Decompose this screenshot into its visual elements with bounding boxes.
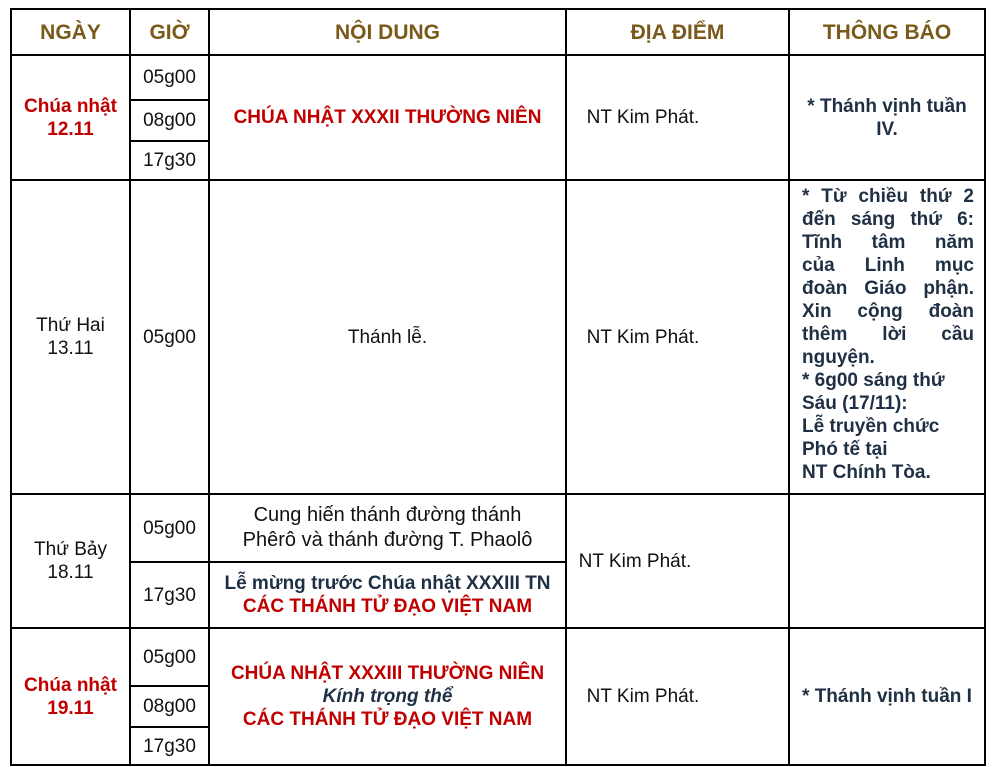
day-date: 18.11 [47,562,94,583]
content-cell [210,563,565,627]
notice-cell [802,185,974,490]
day-name: Thứ Bảy [34,539,107,560]
header-day: NGÀY [40,20,101,44]
notice-line: nguyện. [802,347,875,368]
table-row-day [12,56,129,179]
time-slot: 05g00 [143,646,196,668]
header-place: ĐỊA ĐIỂM [630,20,725,44]
header-content: NỘI DUNG [335,20,440,44]
content-line: Kính trọng thể [322,686,453,707]
day-name: Chúa nhật [24,674,117,696]
day-date: 13.11 [47,338,94,359]
content-line: CÁC THÁNH TỬ ĐẠO VIỆT NAM [242,709,533,730]
notice-line: * Từ chiều thứ 2 [802,186,974,207]
notice-line: Xin cộng đoàn [802,301,974,322]
notice-line: Phó tế tại [802,439,888,460]
table-row-day [12,495,129,627]
time-slot: 17g30 [143,735,196,757]
content-line: Phêrô và thánh đường T. Phaolô [242,529,533,551]
day-date: 12.11 [47,118,94,140]
notice-line: * 6g00 sáng thứ [802,370,945,391]
header-notice: THÔNG BÁO [822,20,952,44]
day-name: Thứ Hai [36,315,105,336]
content-line: Cung hiến thánh đường thánh [253,504,522,526]
time-slot: 17g30 [143,150,196,171]
place-cell: NT Kim Phát. [586,686,700,707]
notice-line: NT Chính Tòa. [802,462,931,483]
notice-line: thêm lời cầu [802,324,974,345]
time-slot: 05g00 [143,517,196,539]
table-border-right [984,8,986,766]
time-slot: 08g00 [143,696,196,717]
table-row-day [12,181,129,493]
time-slot: 08g00 [143,110,196,131]
content-cell: CHÚA NHẬT XXXII THƯỜNG NIÊN [233,107,542,128]
notice-cell [790,495,984,627]
content-line: Lễ mừng trước Chúa nhật XXXIII TN [224,573,551,594]
notice-line: của Linh mục [802,255,974,276]
content-line: CHÚA NHẬT XXXIII THƯỜNG NIÊN [230,663,545,684]
day-name: Chúa nhật [24,95,117,117]
time-slot: 05g00 [143,67,196,88]
notice-cell: * Thánh vịnh tuần I [802,686,972,707]
day-date: 19.11 [47,697,94,719]
content-line: CÁC THÁNH TỬ ĐẠO VIỆT NAM [242,596,533,617]
place-cell: NT Kim Phát. [586,326,700,348]
notice-line: IV. [876,118,898,140]
notice-line: * Thánh vịnh tuần [807,95,967,117]
time-slot: 17g30 [143,584,196,606]
notice-line: Tĩnh tâm năm [802,232,974,253]
time-slot: 05g00 [143,326,196,348]
notice-line: Sáu (17/11): [802,393,908,414]
content-cell [210,629,565,764]
table-border-bottom [10,764,986,766]
place-cell: NT Kim Phát. [586,107,700,128]
notice-line: đoàn Giáo phận. [802,278,974,299]
table-row-day [12,629,129,764]
place-cell: NT Kim Phát. [578,550,692,572]
notice-line: đến sáng thứ 6: [802,209,974,230]
header-time: GIỜ [149,20,190,44]
content-cell: Thánh lễ. [347,326,428,348]
notice-cell [790,56,984,179]
content-cell [210,495,565,561]
notice-line: Lễ truyền chức [802,416,940,437]
